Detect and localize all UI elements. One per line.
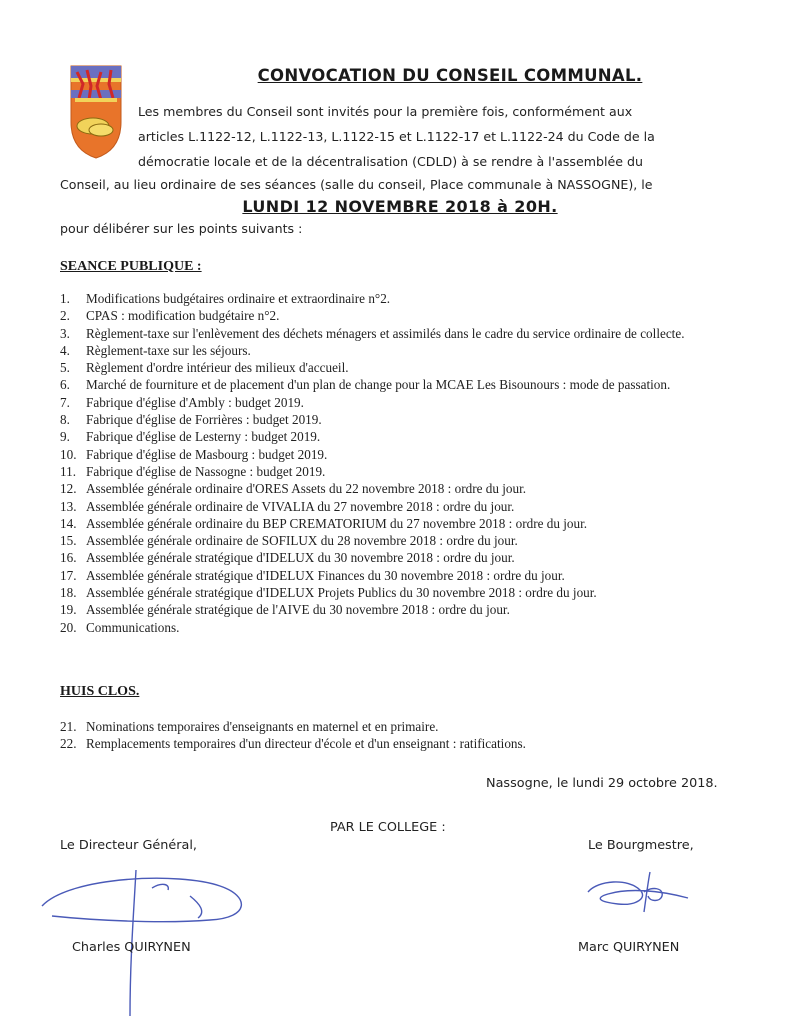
item-text: Fabrique d'église de Forrières : budget 2019.	[86, 412, 322, 428]
item-text: Fabrique d'église de Masbourg : budget 2019.	[86, 446, 328, 462]
list-item	[60, 619, 736, 636]
deliberate-text: pour délibérer sur les points suivants :	[60, 221, 303, 236]
item-number: 3.	[60, 325, 70, 341]
item-text: Marché de fourniture et de placement d'un plan de change pour la MCAE Les Bisounours : mode de passation.	[86, 377, 671, 393]
list-item	[60, 584, 736, 601]
list-item	[60, 394, 736, 411]
item-text: Assemblée générale ordinaire d'ORES Assets du 22 novembre 2018 : ordre du jour.	[86, 481, 527, 497]
item-text: Assemblée générale stratégique d'IDELUX Projets Publics du 30 novembre 2018 : ordre du jour.	[86, 585, 597, 601]
by-college-label: PAR LE COLLEGE :	[330, 820, 446, 835]
item-text: Nominations temporaires d'enseignants en maternel et en primaire.	[86, 719, 439, 734]
closed-session-heading: HUIS CLOS.	[60, 684, 140, 699]
item-number: 6.	[60, 377, 70, 393]
item-text: Remplacements temporaires d'un directeur d'école et d'un enseignant : ratifications.	[86, 736, 526, 752]
intro-line-1: Les membres du Conseil sont invités pour la première fois, conformément aux	[138, 104, 633, 119]
mayor-title: Le Bourgmestre,	[588, 838, 694, 853]
item-number: 8.	[60, 412, 70, 428]
item-number: 21.	[60, 719, 77, 734]
item-number: 11.	[60, 463, 76, 479]
closed-agenda-list	[60, 718, 736, 753]
intro-line-4: Conseil, au lieu ordinaire de ses séances (salle du conseil, Place communale à NASSOGNE), le	[60, 177, 653, 192]
list-item	[60, 307, 736, 324]
item-number: 17.	[60, 567, 77, 583]
meeting-date: LUNDI 12 NOVEMBRE 2018 à 20H.	[242, 197, 558, 216]
item-number: 2.	[60, 308, 70, 324]
list-item	[60, 735, 736, 752]
list-item	[60, 498, 736, 515]
item-number: 14.	[60, 515, 77, 531]
director-title: Le Directeur Général,	[60, 838, 197, 853]
list-item	[60, 532, 736, 549]
public-session-heading: SEANCE PUBLIQUE :	[60, 259, 202, 274]
mayor-name: Marc QUIRYNEN	[578, 940, 680, 955]
mayor-signature	[578, 868, 708, 918]
item-text: Assemblée générale stratégique d'IDELUX Finances du 30 novembre 2018 : ordre du jour.	[86, 567, 565, 583]
item-text: Assemblée générale ordinaire du BEP CREMATORIUM du 27 novembre 2018 : ordre du jour.	[86, 515, 588, 531]
item-text: Modifications budgétaires ordinaire et extraordinaire n°2.	[86, 291, 391, 306]
list-item	[60, 342, 736, 359]
item-number: 5.	[60, 360, 70, 376]
item-number: 16.	[60, 550, 77, 566]
item-number: 18.	[60, 585, 77, 601]
item-text: Fabrique d'église d'Ambly : budget 2019.	[86, 394, 304, 410]
list-item	[60, 515, 736, 532]
list-item	[60, 601, 736, 618]
document-title: CONVOCATION DU CONSEIL COMMUNAL.	[257, 66, 643, 85]
item-text: Fabrique d'église de Nassogne : budget 2019.	[86, 463, 326, 479]
public-agenda-list	[60, 290, 736, 636]
item-number: 1.	[60, 291, 70, 306]
list-item	[60, 359, 736, 376]
place-date: Nassogne, le lundi 29 octobre 2018.	[486, 776, 718, 791]
item-number: 19.	[60, 602, 77, 618]
item-text: Communications.	[86, 619, 180, 635]
list-item	[60, 718, 736, 735]
item-text: Assemblée générale stratégique d'IDELUX du 30 novembre 2018 : ordre du jour.	[86, 550, 515, 566]
director-name: Charles QUIRYNEN	[72, 940, 191, 955]
item-number: 13.	[60, 498, 77, 514]
item-text: Assemblée générale ordinaire de SOFILUX du 28 novembre 2018 : ordre du jour.	[86, 533, 518, 549]
item-text: Règlement-taxe sur l'enlèvement des déchets ménagers et assimilés dans le cadre du service ordinaire de collecte.	[86, 325, 685, 341]
list-item	[60, 463, 736, 480]
item-number: 20.	[60, 619, 77, 635]
list-item	[60, 567, 736, 584]
list-item	[60, 446, 736, 463]
item-text: Assemblée générale stratégique de l'AIVE du 30 novembre 2018 : ordre du jour.	[86, 602, 510, 618]
item-number: 7.	[60, 394, 70, 410]
intro-line-3: démocratie locale et de la décentralisation (CDLD) à se rendre à l'assemblée du	[138, 154, 643, 169]
item-number: 10.	[60, 446, 77, 462]
item-text: Fabrique d'église de Lesterny : budget 2019.	[86, 429, 321, 445]
municipal-crest-logo	[67, 64, 125, 160]
item-number: 4.	[60, 342, 70, 358]
item-text: Règlement-taxe sur les séjours.	[86, 342, 251, 358]
list-item	[60, 290, 736, 307]
item-number: 15.	[60, 533, 77, 549]
item-number: 22.	[60, 736, 77, 752]
list-item	[60, 411, 736, 428]
item-text: Assemblée générale ordinaire de VIVALIA du 27 novembre 2018 : ordre du jour.	[86, 498, 515, 514]
item-text: CPAS : modification budgétaire n°2.	[86, 308, 280, 324]
list-item	[60, 480, 736, 497]
intro-line-2: articles L.1122-12, L.1122-13, L.1122-15 et L.1122-17 et L.1122-24 du Code de la	[138, 129, 655, 144]
item-number: 9.	[60, 429, 70, 445]
list-item	[60, 325, 736, 342]
list-item	[60, 549, 736, 566]
list-item	[60, 428, 736, 445]
list-item	[60, 376, 736, 393]
item-text: Règlement d'ordre intérieur des milieux d'accueil.	[86, 360, 349, 376]
item-number: 12.	[60, 481, 77, 497]
